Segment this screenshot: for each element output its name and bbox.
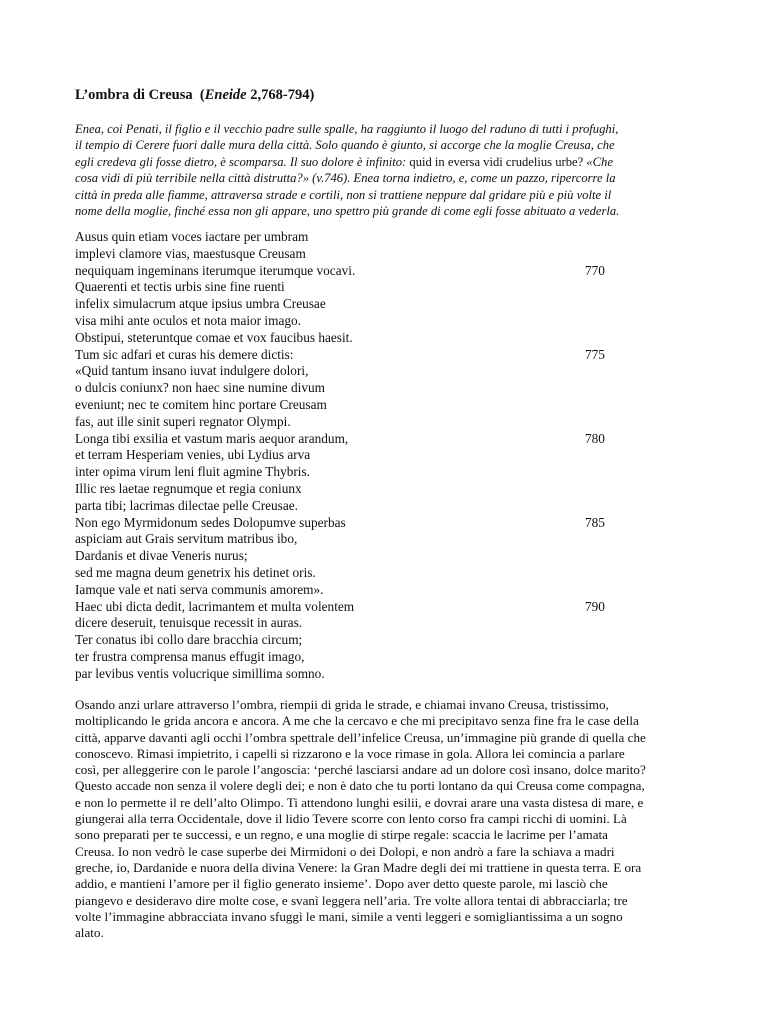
translation-line: Questo accade non senza il volere degli dei; e non è dato che tu porti lontano da qui Creusa come compagna, [75, 778, 645, 794]
intro-line [75, 170, 695, 186]
verse-text: eveniunt; nec te comitem hinc portare Creusam [75, 396, 327, 412]
verse-line [75, 397, 635, 414]
verse-text: Ausus quin etiam voces iactare per umbram [75, 229, 309, 244]
translation-line: alato. [75, 925, 104, 941]
intro-line [75, 187, 695, 203]
translation-line: sono preparati per te successi, e un regno, e una moglie di stirpe regale: scaccia le lacrime per l’amata [75, 827, 608, 843]
verse-number: 775 [585, 346, 605, 362]
verse-line [75, 330, 635, 347]
translation-line: giungerai alla terra Occidentale, dove il lidio Tevere scorre con lento corso fra campi ricchi di uomini. Là [75, 811, 627, 827]
intro-text: quid in eversa vidi crudelius urbe? [409, 154, 584, 169]
verse-text: aspiciam aut Grais servitum matribus ibo, [75, 531, 298, 547]
verse-line [75, 363, 635, 380]
verse-number: 785 [585, 514, 605, 530]
verse-line [75, 414, 635, 431]
verse-text: Tum sic adfari et curas his demere dictis: [75, 346, 294, 362]
verse-text: Quaerenti et tectis urbis sine fine ruenti [75, 279, 285, 295]
translation-line: così, per alleggerire con le parole l’angoscia: ‘perché lasciarsi andare ad un dolore così insano, dolce marito? [75, 762, 646, 778]
verse-line [75, 615, 635, 632]
translation-line: moltiplicando le grida ancora e ancora. A me che la cercavo e che mi precipitavo senza fine fra le case della [75, 713, 639, 729]
verse-line [75, 632, 635, 649]
verse-line [75, 481, 635, 498]
verse-line [75, 464, 635, 481]
verse-line [75, 380, 635, 397]
translation-line: Creusa. Io non vedrò le case superbe dei Mirmidoni o dei Dolopi, e non andrò a fare la schiava a madri [75, 843, 615, 859]
verse-line [75, 246, 635, 263]
verse-number: 790 [585, 598, 605, 614]
latin-verses [75, 229, 635, 683]
verse-text: et terram Hesperiam venies, ubi Lydius arva [75, 447, 311, 463]
intro-text: città in preda alle fiamme, attraversa strade e cortili, non si trattiene neppure dal gridare più e più volte il [75, 187, 612, 202]
verse-line [75, 229, 635, 246]
title-main: L’ombra di Creusa [75, 87, 193, 103]
intro-text: egli credeva gli fosse dietro, è scomparsa. Il suo dolore è infinito: [75, 154, 410, 169]
translation-line: e non lo permette il re dell’alto Olimpo. Ti attendono lunghi esilii, e dovrai arare una vasta distesa di mare, e [75, 794, 644, 810]
translation-line: conoscevo. Rimasi impietrito, i capelli si rizzarono e la voce rimase in gola. Allora lei comincia a parlare [75, 745, 625, 761]
verse-text: «Quid tantum insano iuvat indulgere dolori, [75, 363, 309, 379]
verse-line [75, 565, 635, 582]
translation-line: greche, io, Dardanide e nuora della divina Venere: la Gran Madre degli dei mi trattiene in questa terra. E ora [75, 859, 642, 875]
verse-line [75, 347, 635, 364]
translation-line: addio, e mantieni l’amore per il figlio generato insieme’. Dopo aver detto queste parole, mi lasciò che [75, 876, 608, 892]
intro-text: nome della moglie, finché essa non gli appare, uno spettro più grande di come egli fosse abituato a vederla. [75, 204, 620, 219]
intro-paragraph [75, 121, 695, 219]
translation-line: piangevo e desideravo dire molte cose, e svanì leggera nell’aria. Tre volte allora tentai di abbracciarla; tre [75, 892, 628, 908]
intro-text: «Che [583, 154, 613, 169]
verse-line [75, 666, 635, 683]
verse-line [75, 599, 635, 616]
verse-line [75, 313, 635, 330]
verse-line [75, 515, 635, 532]
intro-line [75, 154, 695, 170]
verse-text: sed me magna deum genetrix his detinet oris. [75, 564, 316, 580]
verse-text: infelix simulacrum atque ipsius umbra Creusae [75, 296, 326, 312]
title-reference: 2,768-794) [250, 87, 315, 103]
verse-line [75, 263, 635, 280]
title-open-paren: ( [199, 87, 205, 103]
verse-line [75, 548, 635, 565]
verse-text: par levibus ventis volucrique simillima somno. [75, 665, 325, 681]
verse-line [75, 431, 635, 448]
intro-line [75, 137, 695, 153]
intro-text: cosa vidi di più terribile nella città distrutta?» (v.746). Enea torna indietro, e, come un pazzo, ripercorre la [75, 171, 616, 186]
verse-text: parta tibi; lacrimas dilectae pelle Creusae. [75, 497, 298, 513]
verse-text: visa mihi ante oculos et nota maior imago. [75, 312, 301, 328]
verse-line [75, 582, 635, 599]
verse-text: Ter conatus ibi collo dare bracchia circum; [75, 632, 303, 648]
verse-text: Non ego Myrmidonum sedes Dolopumve superbas [75, 514, 346, 530]
verse-line [75, 447, 635, 464]
verse-text: dicere deseruit, tenuisque recessit in auras. [75, 615, 303, 631]
verse-number: 770 [585, 262, 605, 278]
verse-line [75, 296, 635, 313]
verse-text: nequiquam ingeminans iterumque iterumque vocavi. [75, 262, 356, 278]
intro-text: Enea, coi Penati, il figlio e il vecchio padre sulle spalle, ha raggiunto il luogo del raduno di tutti i profughi, [75, 122, 619, 136]
verse-text: Dardanis et divae Veneris nurus; [75, 548, 248, 564]
verse-text: Illic res laetae regnumque et regia coniunx [75, 480, 302, 496]
verse-text: inter opima virum leni fluit agmine Thybris. [75, 464, 310, 480]
verse-text: Haec ubi dicta dedit, lacrimantem et multa volentem [75, 598, 355, 614]
verse-line [75, 498, 635, 515]
verse-text: Obstipui, steteruntque comae et vox faucibus haesit. [75, 329, 353, 345]
title-work: Eneide [204, 87, 247, 103]
translation-line: città, apparve davanti agli occhi l’ombra spettrale dell’infelice Creusa, un’immagine più grande di quella che [75, 729, 646, 745]
translation-paragraph [75, 697, 700, 941]
verse-text: implevi clamore vias, maestusque Creusam [75, 245, 306, 261]
intro-line [75, 203, 695, 219]
translation-line: Osando anzi urlare attraverso l’ombra, riempii di grida le strade, e chiamai invano Creusa, tristissimo, [75, 697, 609, 712]
verse-text: o dulcis coniunx? non haec sine numine divum [75, 380, 326, 396]
verse-text: ter frustra comprensa manus effugit imago, [75, 648, 305, 664]
intro-text: il tempio di Cerere fuori dalle mura della città. Solo quando è giunto, si accorge che la moglie Creusa, che [75, 138, 615, 153]
page-title [75, 86, 314, 104]
verse-text: Iamque vale et nati serva communis amorem». [75, 581, 324, 597]
translation-line: volte l’immagine abbracciata invano sfuggì le mani, simile a venti leggeri e somigliantissima a un sogno [75, 908, 623, 924]
verse-line [75, 649, 635, 666]
verse-text: fas, aut ille sinit superi regnator Olympi. [75, 413, 291, 429]
verse-line [75, 279, 635, 296]
verse-number: 780 [585, 430, 605, 446]
verse-text: Longa tibi exsilia et vastum maris aequor arandum, [75, 430, 349, 446]
verse-line [75, 531, 635, 548]
intro-line [75, 121, 695, 137]
